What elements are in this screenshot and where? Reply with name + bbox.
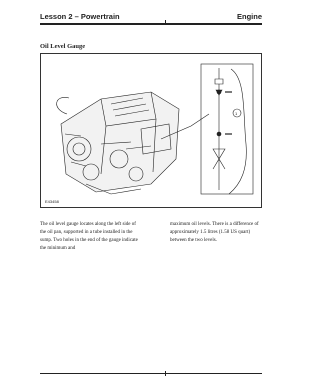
engine-drawing xyxy=(57,92,209,194)
body-text-right: maximum oil levels. There is a difference of approximately 1.5 litres (1.58 US quart) between the two levels. xyxy=(170,222,259,243)
section-title: Oil Level Gauge xyxy=(40,43,86,50)
header-rule-divider xyxy=(165,20,166,25)
figure-id: E43458 xyxy=(45,199,59,204)
footer-rule xyxy=(40,373,262,374)
figure-oil-level-gauge xyxy=(40,53,262,208)
callout-label: 1 xyxy=(235,111,238,116)
body-text-left: The oil level gauge locates along the left side of the oil pan, supported in a tube installed in the sump. Two holes in the end of the gauge indicate the minimum and xyxy=(40,222,138,251)
engine-illustration xyxy=(41,54,261,207)
dipstick-detail xyxy=(201,64,253,194)
page-header xyxy=(40,8,262,22)
footer-rule-divider xyxy=(165,371,166,376)
lesson-title: Lesson 2 – Powertrain xyxy=(40,12,120,21)
chapter-title: Engine xyxy=(236,12,262,21)
header-rule xyxy=(40,23,262,25)
